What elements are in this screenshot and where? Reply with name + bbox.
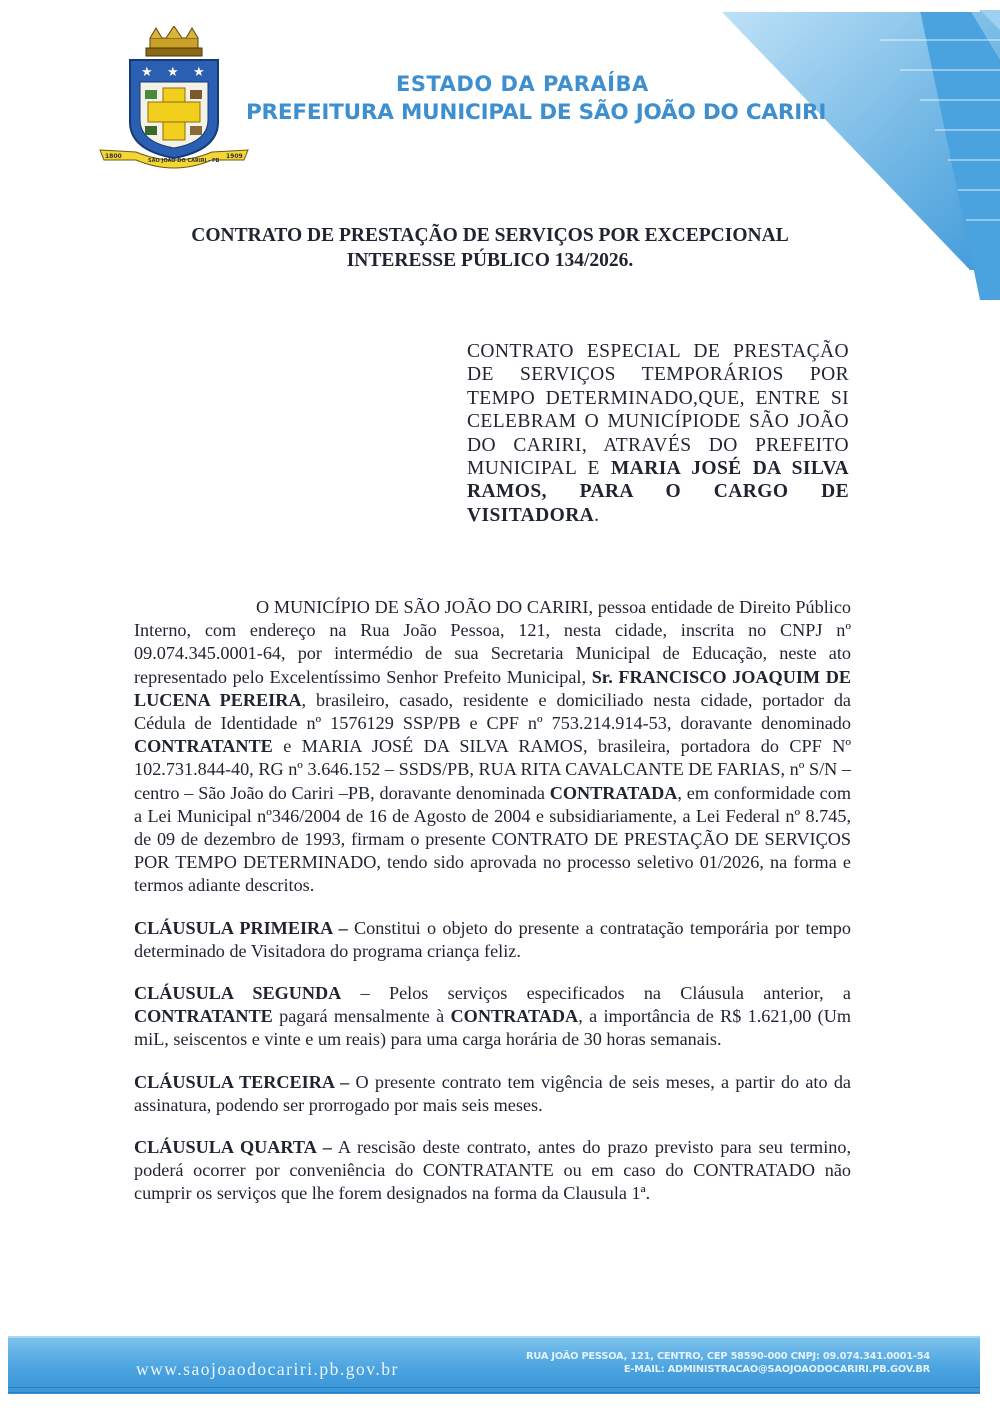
page-footer	[0, 1336, 1000, 1396]
crest-ribbon-right: 1909	[226, 153, 243, 160]
clause-fourth-text: A rescisão deste contrato, antes do prazo previsto para seu termino, poderá ocorrer por conveniência do CONTRATANTE ou em caso do CONTRATADO não cumprir os serviços que lhe forem designados na forma da Clausula 1ª.	[134, 1137, 851, 1204]
contratada-term: CONTRATADA	[549, 782, 678, 803]
clause-second-contratante: CONTRATANTE	[134, 1006, 273, 1027]
header-prefeitura-name: PREFEITURA MUNICIPAL DE SÃO JOÃO DO CARIRI	[246, 100, 827, 125]
footer-address: RUA JOÃO PESSOA, 121, CENTRO, CEP 58590-000 CNPJ: 09.074.341.0001-54	[526, 1351, 930, 1362]
municipal-crest-logo	[96, 26, 252, 176]
contract-body	[134, 596, 851, 1225]
crest-ribbon-left: 1800	[105, 153, 122, 160]
header-state-name: ESTADO DA PARAÍBA	[396, 72, 649, 96]
clause-fourth-label: CLÁUSULA QUARTA –	[134, 1137, 332, 1158]
clause-third-label: CLÁUSULA TERCEIRA –	[134, 1071, 350, 1092]
clause-third-text: O presente contrato tem vigência de seis meses, a partir do ato da assinatura, podendo ser prorrogado por mais seis meses.	[134, 1071, 851, 1115]
clause-first-text: Constitui o objeto do presente a contratação temporária por tempo determinado de Visitadora do programa criança feliz.	[134, 917, 851, 961]
footer-email[interactable]: E-MAIL: ADMINISTRACAO@SAOJOAODOCARIRI.PB.GOV.BR	[623, 1364, 930, 1375]
footer-divider-lines	[8, 1387, 980, 1393]
intro-paragraph	[134, 596, 851, 898]
footer-address-block	[490, 1350, 930, 1376]
intro-text-4: , em conformidade com a Lei Municipal nº346/2004 de 16 de Agosto de 2004 e subsidiariamente, a Lei Federal nº 8.745, de 09 de dezembro de 1993, firmam o presente CONTRATO DE PRESTAÇÃO DE SERVIÇOS POR TEMPO DETERMINADO, tendo sido aprovada no processo seletivo 01/2026, na forma e termos adiante descritos.	[134, 782, 851, 896]
clause-first	[134, 917, 851, 963]
summary-contracted-name: MARIA JOSÉ DA SILVA RAMOS, PARA O CARGO DE	[467, 458, 849, 503]
clause-fourth	[134, 1136, 851, 1206]
summary-text: CONTRATO ESPECIAL DE PRESTAÇÃO DE SERVIÇOS TEMPORÁRIOS POR TEMPO DETERMINADO,QUE, ENTRE SI CELEBRAM O MUNICÍPIODE SÃO JOÃO DO CARIRI, ATRAVÉS DO PREFEITO MUNICIPAL E	[467, 341, 849, 480]
contract-title-line1: CONTRATO DE PRESTAÇÃO DE SERVIÇOS POR EXCEPCIONAL	[191, 225, 789, 246]
clause-third	[134, 1071, 851, 1117]
contract-summary	[467, 340, 849, 527]
contratante-term: CONTRATANTE	[134, 736, 273, 757]
mayor-name: Sr. FRANCISCO JOAQUIM DE LUCENA PEREIRA	[134, 666, 852, 710]
clause-second-label: CLÁUSULA SEGUNDA	[134, 983, 342, 1004]
svg-text:★: ★	[141, 65, 153, 80]
clause-second-contratada: CONTRATADA	[450, 1006, 579, 1027]
footer-bar	[8, 1336, 980, 1394]
clause-first-label: CLÁUSULA PRIMEIRA –	[134, 917, 348, 938]
footer-website-link[interactable]: www.saojoaodocariri.pb.gov.br	[136, 1359, 399, 1379]
svg-text:★: ★	[167, 65, 179, 80]
summary-period: .	[594, 504, 600, 526]
contract-title	[150, 223, 830, 273]
clause-second	[134, 982, 851, 1052]
clause-second-text-3: , a importância de R$ 1.621,00 (Um miL, seiscentos e vinte e um reais) para uma carga horária de 30 horas semanais.	[134, 1006, 851, 1050]
intro-text-1: O MUNICÍPIO DE SÃO JOÃO DO CARIRI, pessoa entidade de Direito Público Interno, com endereço na Rua João Pessoa, 121, nesta cidade, inscrita no CNPJ nº 09.074.345.0001-64, por intermédio de sua Secretaria Municipal de Educação, neste ato representado pelo Excelentíssimo Senhor Prefeito Municipal,	[134, 597, 851, 687]
intro-text-2: , brasileiro, casado, residente e domiciliado nesta cidade, portador da Cédula de Identidade nº 1576129 SSP/PB e CPF nº 753.214.914-53, doravante denominado	[134, 689, 851, 734]
svg-text:★: ★	[193, 65, 205, 80]
clause-second-text-2: pagará mensalmente à	[272, 1006, 451, 1027]
summary-role: VISITADORA	[467, 504, 595, 526]
contract-title-line2: INTERESSE PÚBLICO 134/2026.	[346, 250, 634, 271]
intro-text-3: e MARIA JOSÉ DA SILVA RAMOS, brasileira, portadora do CPF Nº 102.731.844-40, RG nº 3.646.152 – SSDS/PB, RUA RITA CAVALCANTE DE FARIAS, nº S/N – centro – São João do Cariri –PB, doravante denominada	[134, 736, 851, 803]
clause-second-text-1: – Pelos serviços especificados na Cláusula anterior, a	[341, 983, 851, 1004]
crest-ribbon-middle: SÃO JOÃO DO CARIRI - PB	[148, 158, 220, 164]
